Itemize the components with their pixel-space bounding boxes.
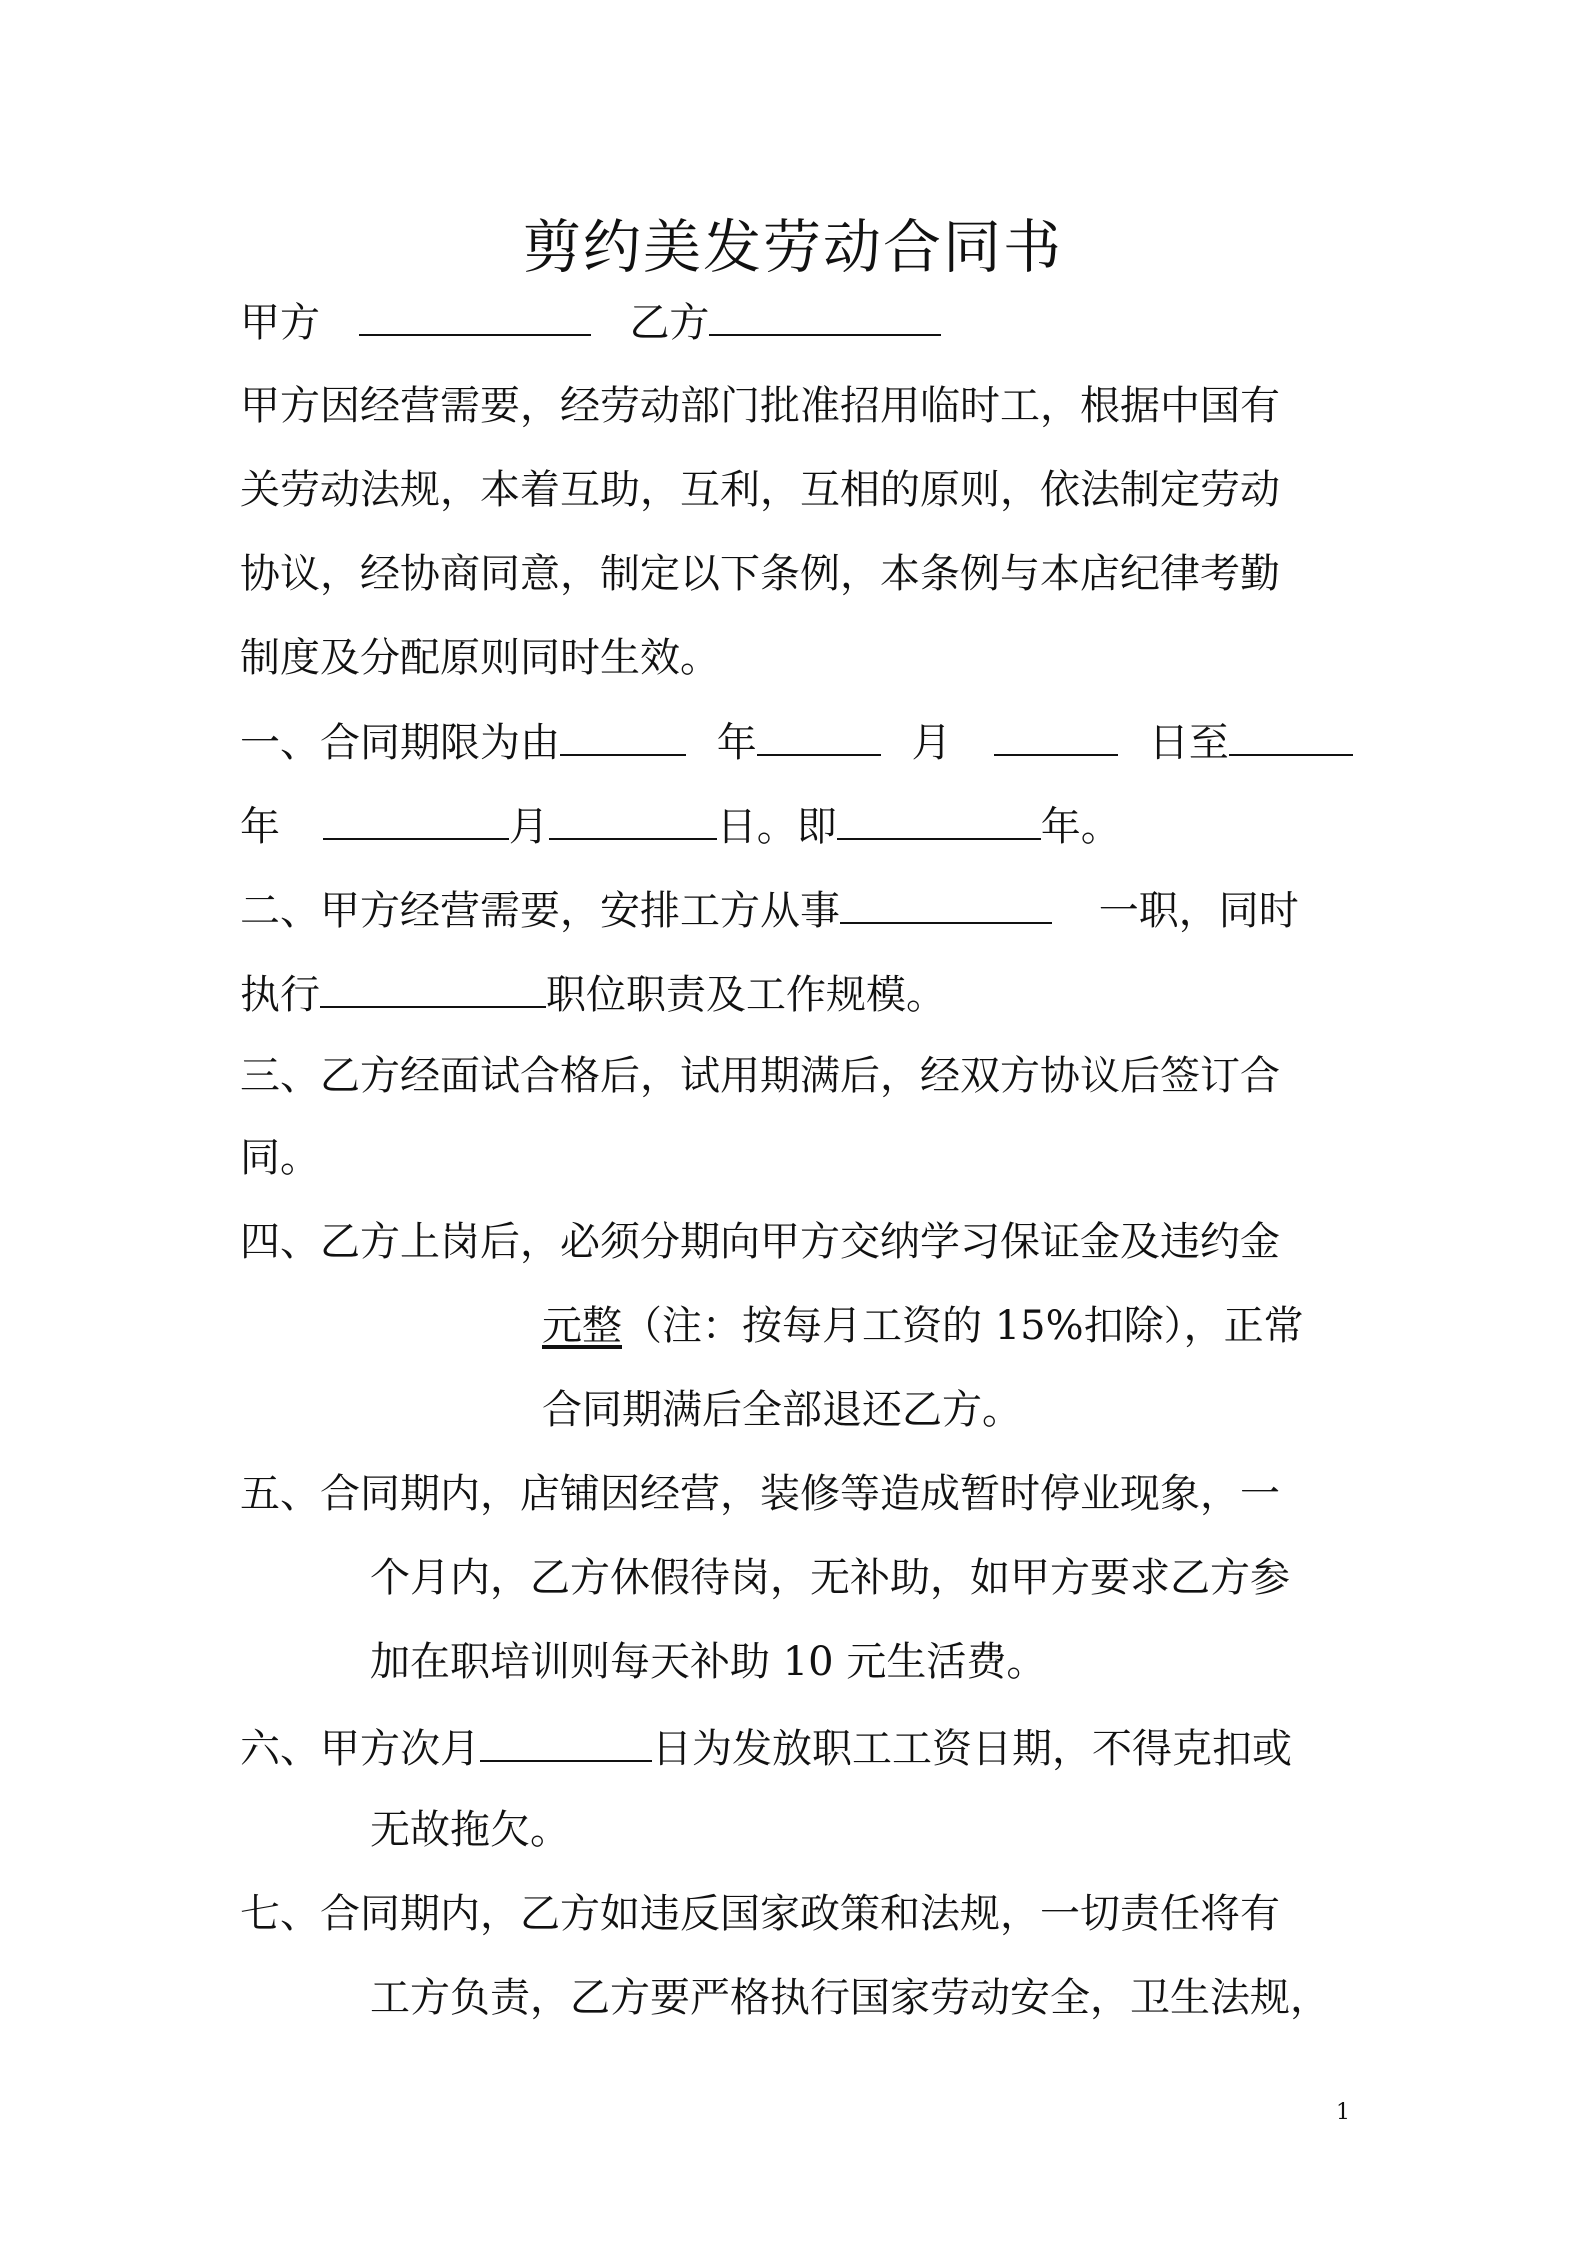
clause-7-line-2: 工方负责，乙方要严格执行国家劳动安全，卫生法规， xyxy=(370,1975,1330,2021)
parties-line xyxy=(240,296,941,347)
end-year-blank[interactable] xyxy=(1229,716,1353,756)
clause-3-line-2: 同。 xyxy=(240,1135,320,1181)
clause-6-text-b: 日为发放职工工资日期，不得克扣或 xyxy=(652,1726,1292,1772)
clause-1-line-2 xyxy=(240,800,1121,851)
page-number: 1 xyxy=(1336,2100,1350,2125)
intro-line-4: 制度及分配原则同时生效。 xyxy=(240,635,720,681)
clause-2-text-a: 二、甲方经营需要，安排工方从事 xyxy=(240,888,840,934)
duty-blank[interactable] xyxy=(320,968,546,1008)
start-month-blank[interactable] xyxy=(757,716,881,756)
party-b-label: 乙方 xyxy=(629,300,710,346)
clause-5-line-1: 五、合同期内，店铺因经营，装修等造成暂时停业现象，一 xyxy=(240,1471,1280,1517)
duration-years-blank[interactable] xyxy=(837,800,1041,840)
clause-3-line-1: 三、乙方经面试合格后，试用期满后，经双方协议后签订合 xyxy=(240,1053,1280,1099)
party-a-label: 甲方 xyxy=(240,300,320,346)
intro-line-2: 关劳动法规，本着互助，互利，互相的原则，依法制定劳动 xyxy=(240,467,1280,513)
intro-line-1: 甲方因经营需要，经劳动部门批准招用临时工，根据中国有 xyxy=(240,383,1280,429)
clause-2-text-b: 一职，同时 xyxy=(1098,888,1299,934)
clause-1-text-a: 一、合同期限为由 xyxy=(240,720,560,766)
clause-1-text-e: 年 xyxy=(240,804,280,850)
clause-5-line-2: 个月内，乙方休假待岗，无补助，如甲方要求乙方参 xyxy=(370,1555,1290,1601)
clause-1-text-f: 月 xyxy=(508,804,549,850)
clause-6-line-2: 无故拖欠。 xyxy=(370,1807,570,1853)
clause-1-text-c: 月 xyxy=(911,720,952,766)
position-blank[interactable] xyxy=(840,884,1052,924)
clause-1-line-1 xyxy=(240,716,1353,767)
payday-blank[interactable] xyxy=(480,1722,652,1762)
clause-7-line-1: 七、合同期内，乙方如违反国家政策和法规，一切责任将有 xyxy=(240,1891,1280,1937)
clause-1-text-h: 年。 xyxy=(1040,804,1121,850)
clause-1-text-d: 日至 xyxy=(1148,720,1229,766)
end-day-blank[interactable] xyxy=(549,800,717,840)
clause-2-line-1 xyxy=(240,884,1299,935)
clause-1-text-b: 年 xyxy=(716,720,757,766)
clause-4-line-3: 合同期满后全部退还乙方。 xyxy=(542,1387,1022,1433)
clause-2-text-c: 执行 xyxy=(240,972,320,1018)
clause-2-line-2 xyxy=(240,968,946,1019)
clause-6-line-1 xyxy=(240,1722,1292,1773)
clause-6-text-a: 六、甲方次月 xyxy=(240,1726,480,1772)
clause-1-text-g: 日。即 xyxy=(716,804,837,850)
clause-5-line-3: 加在职培训则每天补助 10 元生活费。 xyxy=(370,1639,1047,1685)
clause-4-note: （注：按每月工资的 15%扣除），正常 xyxy=(622,1303,1304,1349)
start-year-blank[interactable] xyxy=(560,716,686,756)
intro-line-3: 协议，经协商同意，制定以下条例，本条例与本店纪律考勤 xyxy=(240,551,1280,597)
document-title: 剪约美发劳动合同书 xyxy=(522,213,1063,281)
end-month-blank[interactable] xyxy=(323,800,509,840)
clause-4-line-1: 四、乙方上岗后，必须分期向甲方交纳学习保证金及违约金 xyxy=(240,1219,1280,1265)
clause-2-text-d: 职位职责及工作规模。 xyxy=(546,972,946,1018)
party-b-blank[interactable] xyxy=(709,296,941,336)
party-a-blank[interactable] xyxy=(359,296,591,336)
deposit-amount-label: 元整 xyxy=(542,1303,622,1349)
clause-4-line-2 xyxy=(542,1302,1304,1350)
start-day-blank[interactable] xyxy=(994,716,1118,756)
